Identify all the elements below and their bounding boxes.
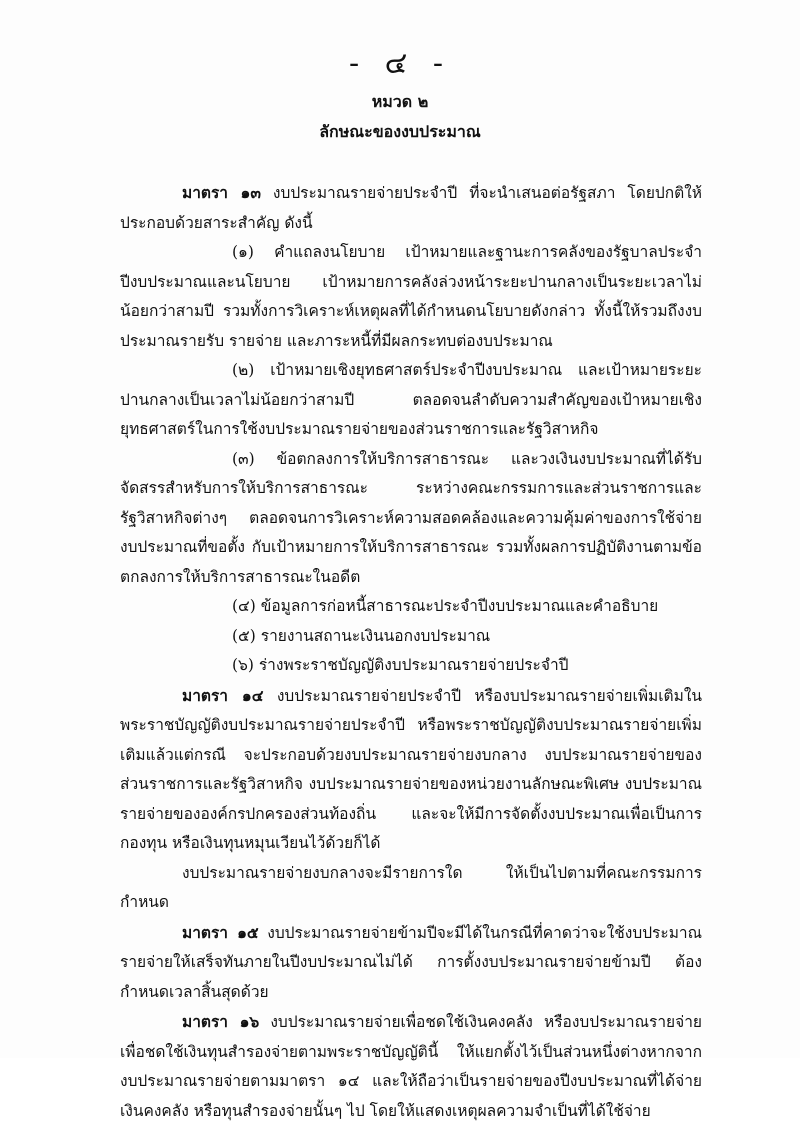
section-15-paragraph (120, 918, 702, 1008)
list-item: (๓) ข้อตกลงการให้บริการสาธารณะ และวงเงินงบประมาณที่ได้รับจัดสรรสำหรับการให้บริการสาธารณะ ระหว่างคณะกรรมการและส่วนราชการและรัฐวิสาหกิจต่างๆ ตลอดจนการวิเคราะห์ความสอดคล้องและความคุ้มค่าของการใช้จ่ายงบประมาณที่ขอตั้ง กับเป้าหมายการให้บริการสาธารณะ รวมทั้งผลการปฏิบัติงานตามข้อตกลงการให้บริการสาธารณะในอดีต (120, 449, 702, 586)
document-body (120, 178, 702, 1126)
page-number: - ๔ - (348, 46, 452, 81)
section-14-text: งบประมาณรายจ่ายประจำปี หรืองบประมาณรายจ่ายเพิ่มเติมในพระราชบัญญัติงบประมาณรายจ่ายประจำปี หรือพระราชบัญญัติงบประมาณรายจ่ายเพิ่มเติมแล้วแต่กรณี จะประกอบด้วยงบประมาณรายจ่ายงบกลาง งบประมาณรายจ่ายของส่วนราชการและรัฐวิสาหกิจ งบประมาณรายจ่ายของหน่วยงานลักษณะพิเศษ งบประมาณรายจ่ายขององค์กรปกครองส่วนท้องถิ่น และจะให้มีการจัดตั้งงบประมาณเพื่อเป็นการกองทุน หรือเงินทุนหมุนเวียนไว้ด้วยก็ได้ (120, 686, 702, 852)
section-16-label: มาตรา ๑๖ (182, 1012, 260, 1031)
list-item: (๒) เป้าหมายเชิงยุทธศาสตร์ประจำปีงบประมาณ และเป้าหมายระยะปานกลางเป็นเวลาไม่น้อยกว่าสามปี ตลอดจนลำดับความสำคัญของเป้าหมายเชิงยุทธศาสตร์ในการใช้งบประมาณรายจ่ายของส่วนราชการและรัฐวิสาหกิจ (120, 361, 702, 438)
section-14-paragraph (120, 681, 702, 859)
section-15-label: มาตรา ๑๕ (182, 922, 259, 942)
section-14-label: มาตรา ๑๔ (182, 685, 264, 705)
section-13-paragraph (120, 178, 702, 238)
section-13-text: งบประมาณรายจ่ายประจำปี ที่จะนำเสนอต่อรัฐสภา โดยปกติให้ประกอบด้วยสาระสำคัญ ดังนี้ (120, 184, 702, 232)
section-16-paragraph (120, 1007, 702, 1126)
list-item: (๖) ร่างพระราชบัญญัติงบประมาณรายจ่ายประจำปี (232, 656, 569, 674)
list-item: (๔) ข้อมูลการก่อหนี้สาธารณะประจำปีงบประมาณและคำอธิบาย (232, 597, 659, 615)
section-15-text: งบประมาณรายจ่ายข้ามปีจะมีได้ในกรณีที่คาดว่าจะใช้งบประมาณรายจ่ายให้เสร็จทันภายในปีงบประมาณไม่ได้ การตั้งงบประมาณรายจ่ายข้ามปี ต้องกำหนดเวลาสิ้นสุดด้วย (120, 923, 703, 1001)
section-14-subparagraph: งบประมาณรายจ่ายงบกลางจะมีรายการใด ให้เป็นไปตามที่คณะกรรมการกำหนด (120, 863, 702, 911)
list-item: (๑) คำแถลงนโยบาย เป้าหมายและฐานะการคลังของรัฐบาลประจำปีงบประมาณและนโยบาย เป้าหมายการคลังล่วงหน้าระยะปานกลางเป็นระยะเวลาไม่น้อยกว่าสามปี รวมทั้งการวิเคราะห์เหตุผลที่ได้กำหนดนโยบายดังกล่าว ทั้งนี้ให้รวมถึงงบประมาณรายรับ รายจ่าย และภาระหนี้ที่มีผลกระทบต่องบประมาณ (120, 243, 702, 350)
section-16-text: งบประมาณรายจ่ายเพื่อชดใช้เงินคงคลัง หรืองบประมาณรายจ่ายเพื่อชดใช้เงินทุนสำรองจ่ายตามพระราชบัญญัตินี้ ให้แยกตั้งไว้เป็นส่วนหนึ่งต่างหากจากงบประมาณรายจ่ายตามมาตรา ๑๔ และให้ถือว่าเป็นรายจ่ายของปีงบประมาณที่ได้จ่ายเงินคงคลัง หรือทุนสำรองจ่ายนั้นๆ ไป โดยให้แสดงเหตุผลความจำเป็นที่ได้ใช้จ่าย (120, 1013, 702, 1120)
list-item: (๕) รายงานสถานะเงินนอกงบประมาณ (232, 626, 491, 645)
section-13-label: มาตรา ๑๓ (182, 183, 261, 202)
chapter-title: ลักษณะของงบประมาณ (319, 122, 481, 141)
chapter-heading: หมวด ๒ (371, 92, 429, 111)
